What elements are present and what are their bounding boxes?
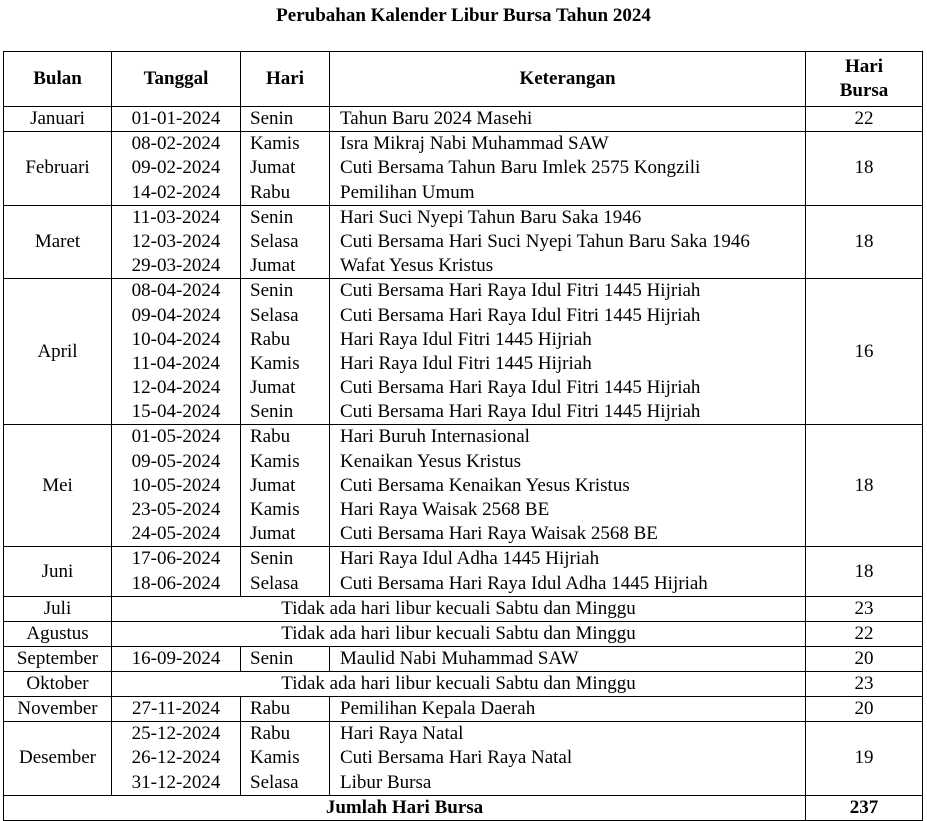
date-cell [112,696,241,721]
table-row [4,646,923,671]
description-line: Hari Raya Waisak 2568 BE [340,499,550,520]
date-line: 17-06-2024 [131,548,221,570]
day-line: Selasa [250,771,299,793]
month-cell: Januari [4,107,112,132]
table-row [4,621,923,646]
day-line: Jumat [250,523,296,545]
description-line: Hari Raya Natal [340,723,464,745]
date-line: 18-06-2024 [131,572,221,594]
day-line: Senin [250,401,294,423]
day-line: Kamis [250,352,300,374]
trading-days-cell: 23 [806,596,923,621]
description-line: Cuti Bersama Tahun Baru Imlek 2575 Kongzili [340,157,701,179]
day-cell [241,547,330,596]
description-line: Kenaikan Yesus Kristus [340,450,522,472]
day-cell [241,646,330,671]
table-row [4,107,923,132]
description-cell [330,547,806,596]
date-line: 14-02-2024 [131,181,221,203]
date-line: 09-05-2024 [131,450,221,472]
description-line: Cuti Bersama Hari Raya Natal [340,747,573,769]
date-line: 25-12-2024 [131,723,221,745]
description-cell [330,279,806,425]
date-line: 01-01-2024 [131,108,221,129]
month-cell: Agustus [4,621,112,646]
day-cell [241,107,330,132]
day-line: Jumat [250,255,296,277]
day-cell [241,722,330,796]
description-cell [330,696,806,721]
date-line: 24-05-2024 [131,523,221,545]
trading-days-cell: 16 [806,279,923,425]
description-line: Hari Buruh Internasional [340,426,530,448]
day-line: Rabu [250,426,291,448]
trading-days-cell: 22 [806,107,923,132]
month-cell: Juni [4,547,112,596]
month-cell: Oktober [4,671,112,696]
description-line: Cuti Bersama Hari Raya Idul Fitri 1445 Hijriah [340,377,701,399]
header-keterangan: Keterangan [330,52,806,107]
description-line: Wafat Yesus Kristus [340,255,494,277]
date-line: 10-04-2024 [131,328,221,350]
total-row [4,795,923,820]
description-cell [330,107,806,132]
day-cell [241,425,330,547]
month-cell: Mei [4,425,112,547]
day-line: Jumat [250,157,296,179]
trading-days-cell: 18 [806,132,923,206]
day-line: Selasa [250,230,299,252]
header-tanggal: Tanggal [112,52,241,107]
table-row [4,425,923,547]
month-cell: Februari [4,132,112,206]
description-line: Cuti Bersama Hari Raya Idul Adha 1445 Hijriah [340,572,708,594]
table-row [4,722,923,796]
month-cell: April [4,279,112,425]
description-line: Hari Raya Idul Fitri 1445 Hijriah [340,352,592,374]
day-line: Rabu [250,181,291,203]
date-line: 01-05-2024 [131,426,221,448]
trading-days-cell: 19 [806,722,923,796]
table-row [4,279,923,425]
month-cell: Maret [4,205,112,279]
description-cell [330,132,806,206]
day-line: Kamis [250,133,300,155]
day-line: Jumat [250,377,296,399]
no-holiday-note: Tidak ada hari libur kecuali Sabtu dan Minggu [112,596,806,621]
date-line: 31-12-2024 [131,771,221,793]
day-line: Senin [250,280,294,302]
table-row [4,547,923,596]
description-line: Cuti Bersama Hari Raya Idul Fitri 1445 Hijriah [340,401,701,423]
description-line: Hari Raya Idul Adha 1445 Hijriah [340,548,600,570]
date-line: 08-02-2024 [131,133,221,155]
date-line: 12-03-2024 [131,230,221,252]
description-line: Hari Suci Nyepi Tahun Baru Saka 1946 [340,206,642,228]
day-cell [241,132,330,206]
description-cell [330,646,806,671]
date-cell [112,132,241,206]
month-cell: November [4,696,112,721]
trading-days-cell: 18 [806,547,923,596]
date-line: 16-09-2024 [131,647,221,669]
total-value: 237 [806,795,923,820]
day-cell [241,696,330,721]
header-hari-bursa-line1: Hari [845,55,883,77]
document-title: Perubahan Kalender Libur Bursa Tahun 2024 [276,5,651,26]
total-label: Jumlah Hari Bursa [4,795,806,820]
trading-days-cell: 18 [806,205,923,279]
day-line: Rabu [250,697,291,719]
header-hari-bursa-line2: Bursa [839,80,889,101]
date-line: 15-04-2024 [131,401,221,423]
date-line: 09-02-2024 [131,157,221,179]
day-line: Kamis [250,499,300,520]
description-line: Cuti Bersama Kenaikan Yesus Kristus [340,474,630,496]
day-line: Jumat [250,474,296,496]
day-line: Rabu [250,723,291,745]
day-line: Selasa [250,304,299,326]
month-cell: Desember [4,722,112,796]
trading-days-cell: 22 [806,621,923,646]
day-line: Kamis [250,450,300,472]
no-holiday-note: Tidak ada hari libur kecuali Sabtu dan Minggu [112,671,806,696]
description-cell [330,425,806,547]
date-line: 27-11-2024 [132,697,220,719]
description-line: Cuti Bersama Hari Raya Waisak 2568 BE [340,523,658,545]
table-row [4,696,923,721]
trading-days-cell: 20 [806,696,923,721]
table-row [4,671,923,696]
month-cell: Juli [4,596,112,621]
description-line: Libur Bursa [340,771,432,793]
date-cell [112,547,241,596]
date-cell [112,425,241,547]
date-line: 12-04-2024 [131,377,221,399]
day-line: Senin [250,206,294,228]
description-line: Maulid Nabi Muhammad SAW [340,647,579,669]
description-line: Cuti Bersama Hari Suci Nyepi Tahun Baru Saka 1946 [340,230,750,252]
date-line: 11-04-2024 [132,352,220,374]
date-line: 09-04-2024 [131,304,221,326]
header-row [4,52,923,107]
day-line: Senin [250,548,294,570]
month-cell: September [4,646,112,671]
description-line: Isra Mikraj Nabi Muhammad SAW [340,133,609,155]
table-row [4,132,923,206]
date-line: 29-03-2024 [131,255,221,277]
no-holiday-note: Tidak ada hari libur kecuali Sabtu dan Minggu [112,621,806,646]
date-line: 08-04-2024 [131,280,221,302]
trading-days-cell: 18 [806,425,923,547]
day-cell [241,205,330,279]
header-bulan: Bulan [4,52,112,107]
date-cell [112,107,241,132]
date-line: 23-05-2024 [131,499,221,520]
description-line: Hari Raya Idul Fitri 1445 Hijriah [340,328,592,350]
date-cell [112,722,241,796]
description-line: Pemilihan Kepala Daerah [340,697,536,719]
date-cell [112,646,241,671]
day-line: Senin [250,647,294,669]
date-cell [112,279,241,425]
date-line: 26-12-2024 [131,747,221,769]
date-cell [112,205,241,279]
description-cell [330,722,806,796]
description-line: Cuti Bersama Hari Raya Idul Fitri 1445 Hijriah [340,280,701,302]
table-row [4,596,923,621]
holiday-calendar-table [3,51,923,821]
description-line: Pemilihan Umum [340,181,475,203]
description-line: Cuti Bersama Hari Raya Idul Fitri 1445 Hijriah [340,304,701,326]
trading-days-cell: 23 [806,671,923,696]
header-hari-bursa [806,52,923,107]
description-line: Tahun Baru 2024 Masehi [340,108,533,129]
table-body [4,107,923,796]
date-line: 10-05-2024 [131,474,221,496]
day-line: Rabu [250,328,291,350]
day-line: Selasa [250,572,299,594]
date-line: 11-03-2024 [132,206,220,228]
header-hari: Hari [241,52,330,107]
table-row [4,205,923,279]
day-line: Senin [250,108,294,129]
day-cell [241,279,330,425]
trading-days-cell: 20 [806,646,923,671]
day-line: Kamis [250,747,300,769]
description-cell [330,205,806,279]
